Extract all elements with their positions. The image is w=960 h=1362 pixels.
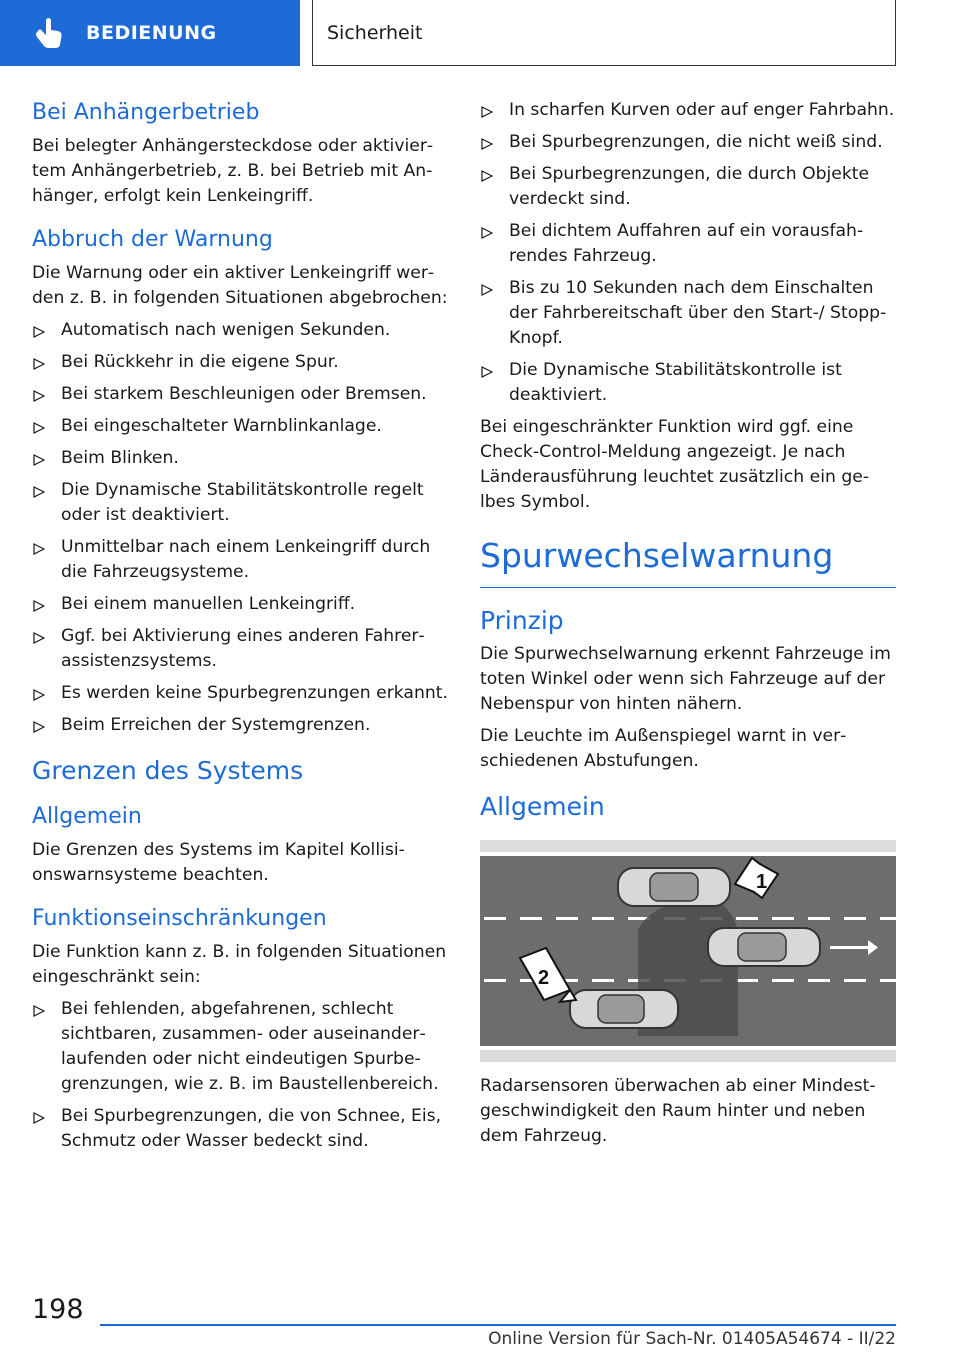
list-item-text: Bei starkem Beschleunigen oder Bremsen. xyxy=(61,384,427,404)
triangle-bullet-icon xyxy=(33,721,45,733)
triangle-bullet-icon xyxy=(33,543,45,555)
heading-abbruch: Abbruch der Warnung xyxy=(32,227,273,252)
section-tab xyxy=(0,0,300,66)
triangle-bullet-icon xyxy=(481,138,493,150)
list-item-text: Bei fehlenden, abgefahrenen, schlecht sichtbaren, zusammen- oder auseinanderlaufenden oder nicht eindeutigen Spurbegrenzungen, wie z. B. im Baustellenbereich. xyxy=(61,999,439,1094)
list-item xyxy=(480,98,896,123)
list-item-text: Bei Spurbegrenzungen, die durch Objekte verdeckt sind. xyxy=(509,164,870,209)
list-item-text: Beim Erreichen der Systemgrenzen. xyxy=(61,715,371,735)
car-icon xyxy=(708,928,820,966)
heading-funktionseinschraenkungen: Funktionseinschränkungen xyxy=(32,906,327,931)
list-item xyxy=(32,446,450,471)
list-item-text: Bei einem manuellen Lenkeingriff. xyxy=(61,594,356,614)
paragraph: Die Spurwechselwarnung erkennt Fahrzeuge im toten Winkel oder wenn sich Fahrzeuge auf der Nebenspur von hinten nähern. xyxy=(480,644,891,714)
bullet-list xyxy=(32,318,450,738)
triangle-bullet-icon xyxy=(481,106,493,118)
heading-allgemein: Allgemein xyxy=(32,804,142,829)
list-item-text: Bei dichtem Auffahren auf ein vorausfahrendes Fahrzeug. xyxy=(509,221,864,266)
list-item xyxy=(32,713,450,738)
list-item xyxy=(32,478,450,528)
list-item xyxy=(480,162,896,212)
paragraph: Die Funktion kann z. B. in folgenden Situationen eingeschränkt sein: xyxy=(32,942,447,987)
car-icon xyxy=(618,868,730,906)
triangle-bullet-icon xyxy=(33,454,45,466)
list-item xyxy=(480,358,896,408)
triangle-bullet-icon xyxy=(33,1005,45,1017)
list-item-text: Bis zu 10 Sekunden nach dem Einschalten der Fahrbereitschaft über den Start-/ Stopp-Knopf. xyxy=(509,278,887,348)
list-item-text: Die Dynamische Stabilitätskontrolle ist deaktiviert. xyxy=(509,360,842,405)
triangle-bullet-icon xyxy=(33,358,45,370)
chapter-label: Sicherheit xyxy=(327,21,423,44)
list-item-text: Es werden keine Spurbegrenzungen erkannt. xyxy=(61,683,448,703)
list-item xyxy=(32,1104,450,1154)
triangle-bullet-icon xyxy=(33,1112,45,1124)
list-item xyxy=(32,318,450,343)
right-column xyxy=(480,98,896,1156)
paragraph: Bei belegter Anhängersteckdose oder aktiviertem Anhängerbetrieb, z. B. bei Betrieb mit Anhänger, erfolgt kein Lenkeingriff. xyxy=(32,136,434,206)
footer-divider xyxy=(100,1324,896,1326)
paragraph: Die Grenzen des Systems im Kapitel Kollisionswarnsysteme beachten. xyxy=(32,840,405,885)
list-item-text: Unmittelbar nach einem Lenkeingriff durch die Fahrzeugsysteme. xyxy=(61,537,431,582)
heading-prinzip: Prinzip xyxy=(480,606,564,635)
list-item-text: In scharfen Kurven oder auf enger Fahrbahn. xyxy=(509,100,895,120)
heading-grenzen: Grenzen des Systems xyxy=(32,756,304,785)
lane-change-illustration xyxy=(480,840,896,1062)
car-icon xyxy=(570,990,678,1028)
list-item xyxy=(32,414,450,439)
list-item-text: Bei Spurbegrenzungen, die von Schnee, Eis, Schmutz oder Wasser bedeckt sind. xyxy=(61,1106,442,1151)
list-item xyxy=(32,997,450,1097)
paragraph: Bei eingeschränkter Funktion wird ggf. eine Check-Control-Meldung angezeigt. Je nach Länderausführung leuchtet zusätzlich ein gelbes Symbol. xyxy=(480,417,870,512)
triangle-bullet-icon xyxy=(33,326,45,338)
callout-label-2: 2 xyxy=(538,967,550,989)
triangle-bullet-icon xyxy=(33,390,45,402)
triangle-bullet-icon xyxy=(481,366,493,378)
page-number: 198 xyxy=(32,1294,84,1325)
triangle-bullet-icon xyxy=(33,632,45,644)
list-item-text: Bei eingeschalteter Warnblinkanlage. xyxy=(61,416,382,436)
triangle-bullet-icon xyxy=(481,170,493,182)
chapter-title: Spurwechselwarnung xyxy=(480,535,896,588)
bullet-list xyxy=(480,98,896,408)
list-item xyxy=(480,276,896,351)
left-column xyxy=(32,98,450,1161)
list-item xyxy=(32,624,450,674)
triangle-bullet-icon xyxy=(33,486,45,498)
list-item-text: Ggf. bei Aktivierung eines anderen Fahrerassistenzsystems. xyxy=(61,626,425,671)
chapter-box xyxy=(312,0,896,66)
list-item-text: Beim Blinken. xyxy=(61,448,179,468)
triangle-bullet-icon xyxy=(33,422,45,434)
pointing-hand-icon xyxy=(32,15,68,51)
list-item xyxy=(480,130,896,155)
callout-label-1: 1 xyxy=(756,871,768,893)
triangle-bullet-icon xyxy=(481,284,493,296)
bullet-list xyxy=(32,997,450,1154)
heading-anhaengerbetrieb: Bei Anhängerbetrieb xyxy=(32,100,260,125)
section-label: BEDIENUNG xyxy=(86,22,217,44)
triangle-bullet-icon xyxy=(481,227,493,239)
list-item xyxy=(32,592,450,617)
list-item-text: Die Dynamische Stabilitätskontrolle regelt oder ist deaktiviert. xyxy=(61,480,424,525)
list-item xyxy=(32,535,450,585)
paragraph: Die Warnung oder ein aktiver Lenkeingriff werden z. B. in folgenden Situationen abgebrochen: xyxy=(32,263,448,308)
list-item xyxy=(480,219,896,269)
footer-text: Online Version für Sach-Nr. 01405A54674 - II/22 xyxy=(488,1329,896,1349)
list-item-text: Bei Spurbegrenzungen, die nicht weiß sind. xyxy=(509,132,883,152)
triangle-bullet-icon xyxy=(33,600,45,612)
list-item-text: Bei Rückkehr in die eigene Spur. xyxy=(61,352,339,372)
list-item xyxy=(32,681,450,706)
paragraph: Die Leuchte im Außenspiegel warnt in verschiedenen Abstufungen. xyxy=(480,726,847,771)
triangle-bullet-icon xyxy=(33,689,45,701)
heading-allgemein-2: Allgemein xyxy=(480,792,605,821)
list-item xyxy=(32,382,450,407)
list-item-text: Automatisch nach wenigen Sekunden. xyxy=(61,320,391,340)
list-item xyxy=(32,350,450,375)
figure-caption: Radarsensoren überwachen ab einer Mindestgeschwindigkeit den Raum hinter und neben dem Fahrzeug. xyxy=(480,1076,876,1146)
